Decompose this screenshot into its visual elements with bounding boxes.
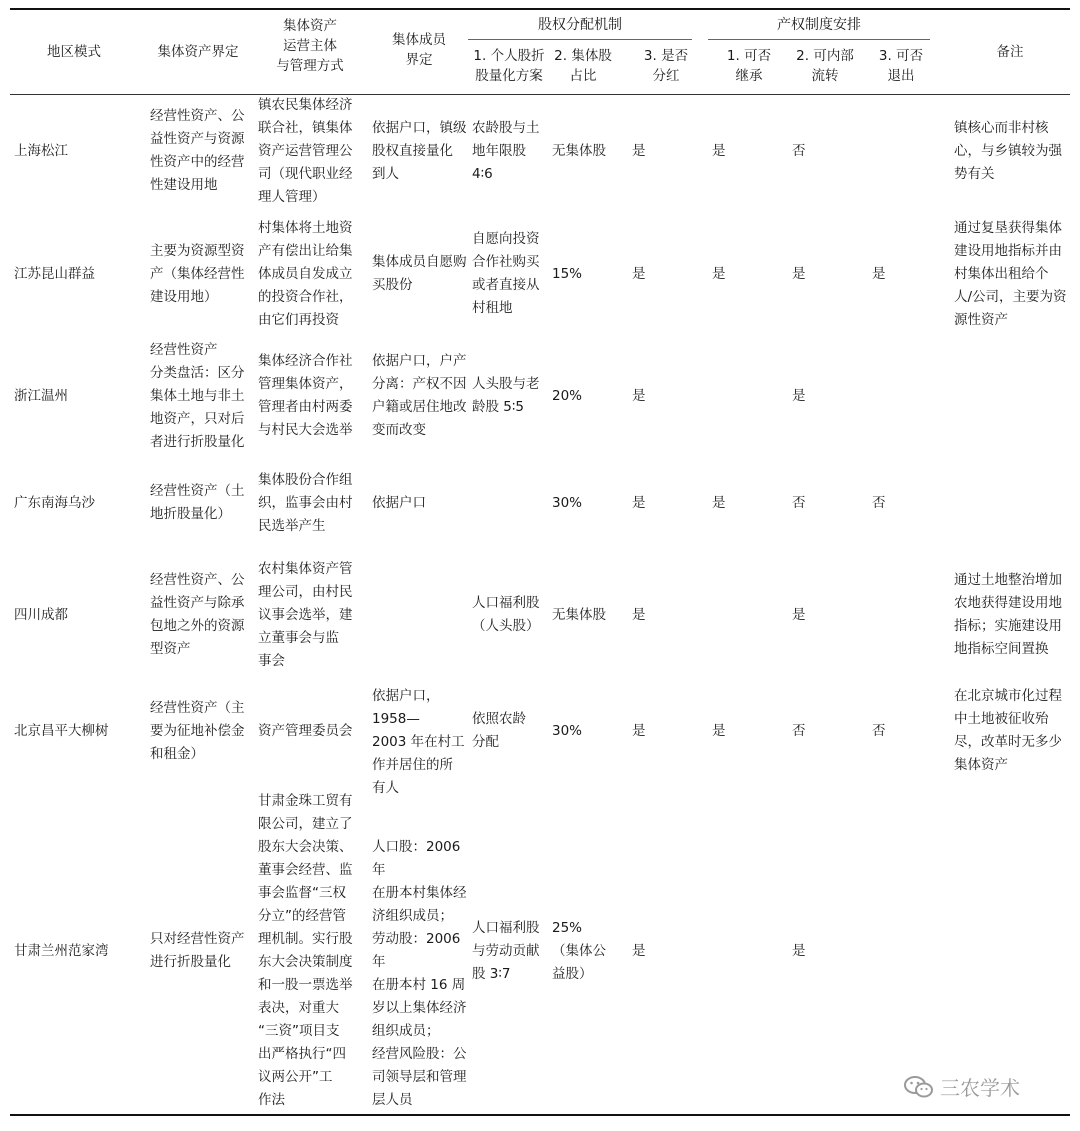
table-cell-plan: 人口福利股 与劳动贡献 股 3∶7: [472, 920, 540, 982]
table-cell-region: 上海松江: [14, 143, 68, 159]
table-cell-ratio: 无集体股: [552, 607, 606, 623]
table-cell-transfer: 是: [792, 388, 806, 404]
table-cell-transfer: 否: [792, 143, 806, 159]
header-property-inherit: 1. 可否 继承: [726, 48, 772, 84]
table-cell-region: 广东南海乌沙: [14, 495, 95, 511]
header-equity-plan: 1. 个人股折 股量化方案: [473, 48, 545, 84]
table-cell-operator: 资产管理委员会: [258, 723, 353, 739]
table-cell-exit: 是: [872, 266, 886, 282]
table-cell-operator: 农村集体资产管 理公司，由村民 议事会选举，建 立董事会与监 事会: [258, 561, 353, 669]
header-equity-dividend: 3. 是否 分红: [643, 48, 689, 84]
table-cell-asset-def: 只对经营性资产 进行折股量化: [150, 931, 245, 970]
table-cell-ratio: 30%: [552, 495, 583, 511]
table-cell-member: 人口股：2006 年 在册本村集体经 济组织成员； 劳动股：2006 年 在册本村 16 周 岁以上集体经济 组织成员； 经营风险股：公 司领导层和管理 层人员: [372, 839, 467, 1108]
table-cell-member: 集体成员自愿购 买股份: [372, 254, 467, 293]
table-cell-ratio: 30%: [552, 723, 583, 739]
wechat-icon: [904, 1075, 934, 1104]
header-asset-def: 集体资产界定: [157, 44, 239, 60]
watermark: [904, 1072, 1020, 1104]
table-cell-ratio: 15%: [552, 266, 583, 282]
table-cell-transfer: 否: [792, 495, 806, 511]
table-cell-region: 江苏昆山群益: [14, 266, 95, 282]
header-operator: 集体资产 运营主体 与管理方式: [276, 18, 344, 74]
header-member: 集体成员 界定: [392, 32, 446, 68]
header-property-exit: 3. 可否 退出: [878, 48, 924, 84]
table-cell-ratio: 25% （集体公 益股）: [552, 920, 606, 982]
table-cell-plan: 农龄股与土 地年限股 4∶6: [472, 120, 540, 182]
table-cell-member: 依据户口，镇级 股权直接量化 到人: [372, 120, 467, 182]
table-cell-plan: 人口福利股 （人头股）: [472, 595, 540, 634]
table-cell-member: 依据户口，户产 分离：产权不因 户籍或居住地改 变而改变: [372, 353, 467, 438]
header-equity-group: 股权分配机制: [538, 17, 622, 33]
table-cell-dividend: 是: [632, 723, 646, 739]
table-cell-region: 四川成都: [14, 607, 68, 623]
table-cell-operator: 集体股份合作组 织，监事会由村 民选举产生: [258, 472, 353, 534]
table-cell-transfer: 是: [792, 607, 806, 623]
table-cell-member: 依据户口，1958— 2003 年在村工 作并居住的所 有人: [372, 688, 465, 796]
table-cell-plan: 自愿向投资 合作社购买 或者直接从 村租地: [472, 231, 540, 316]
table-cell-asset-def: 经营性资产 分类盘活：区分 集体土地与非土 地资产，只对后 者进行折股量化: [150, 342, 245, 450]
table-cell-ratio: 无集体股: [552, 143, 606, 159]
header-property-transfer: 2. 可内部 流转: [796, 48, 854, 84]
table-cell-inherit: 是: [712, 143, 726, 159]
table-cell-transfer: 否: [792, 723, 806, 739]
table-cell-dividend: 是: [632, 266, 646, 282]
table-cell-asset-def: 经营性资产（主 要为征地补偿金 和租金）: [150, 700, 245, 762]
table-cell-asset-def: 主要为资源型资 产（集体经营性 建设用地）: [150, 243, 245, 305]
table-cell-inherit: 是: [712, 723, 726, 739]
table-cell-remark: 镇核心而非村核 心，与乡镇较为强 势有关: [954, 120, 1062, 182]
table-cell-plan: 人头股与老 龄股 5∶5: [472, 376, 540, 415]
table-cell-inherit: 是: [712, 495, 726, 511]
table-cell-asset-def: 经营性资产、公 益性资产与资源 性资产中的经营 性建设用地: [150, 108, 245, 193]
table-cell-exit: 否: [872, 495, 886, 511]
header-property-group: 产权制度安排: [777, 17, 861, 33]
table-cell-asset-def: 经营性资产、公 益性资产与除承 包地之外的资源 型资产: [150, 572, 245, 657]
table-top-rule: [10, 8, 1070, 10]
header-rule: [10, 94, 1070, 95]
table-cell-operator: 村集体将土地资 产有偿出让给集 体成员自发成立 的投资合作社， 由它们再投资: [258, 220, 353, 328]
table-cell-dividend: 是: [632, 388, 646, 404]
table-cell-remark: 通过土地整治增加 农地获得建设用地 指标；实施建设用 地指标空间置换: [954, 572, 1062, 657]
table-cell-member: 依据户口: [372, 495, 426, 511]
table-cell-inherit: 是: [712, 266, 726, 282]
table-cell-dividend: 是: [632, 495, 646, 511]
table-bottom-rule: [10, 1114, 1070, 1116]
table-cell-region: 北京昌平大柳树: [14, 723, 109, 739]
table-cell-remark: 在北京城市化过程 中土地被征收殆 尽，改革时无多少 集体资产: [954, 688, 1062, 773]
table-cell-operator: 镇农民集体经济 联合社，镇集体 资产运营管理公 司（现代职业经 理人管理）: [258, 97, 353, 205]
header-equity-ratio: 2. 集体股 占比: [554, 48, 612, 84]
table-cell-remark: 通过复垦获得集体 建设用地指标并由 村集体出租给个 人/公司，主要为资 源性资产: [954, 220, 1067, 328]
table-cell-exit: 否: [872, 723, 886, 739]
table-cell-plan: 依照农龄 分配: [472, 711, 526, 750]
header-region: 地区模式: [47, 44, 101, 60]
table-cell-dividend: 是: [632, 143, 646, 159]
property-group-rule: [708, 39, 930, 40]
table-cell-region: 浙江温州: [14, 388, 68, 404]
table-cell-region: 甘肃兰州范家湾: [14, 943, 109, 959]
table-cell-asset-def: 经营性资产（土 地折股量化）: [150, 483, 245, 522]
table-cell-ratio: 20%: [552, 388, 583, 404]
table-cell-dividend: 是: [632, 607, 646, 623]
table-cell-operator: 集体经济合作社 管理集体资产， 管理者由村两委 与村民大会选举: [258, 353, 353, 438]
table-cell-transfer: 是: [792, 266, 806, 282]
watermark-text: 三农学术: [940, 1076, 1020, 1100]
table-cell-dividend: 是: [632, 943, 646, 959]
table-cell-operator: 甘肃金珠工贸有 限公司，建立了 股东大会决策、 董事会经营、监 事会监督“三权 分立”的经营管 理机制。实行股 东大会决策制度 和一股一票选举 表决，对重大 “三资”项目支 出严格执行“四 议两公开”工 作法: [258, 793, 353, 1108]
header-remark: 备注: [996, 44, 1024, 60]
table-cell-transfer: 是: [792, 943, 806, 959]
equity-group-rule: [468, 39, 692, 40]
